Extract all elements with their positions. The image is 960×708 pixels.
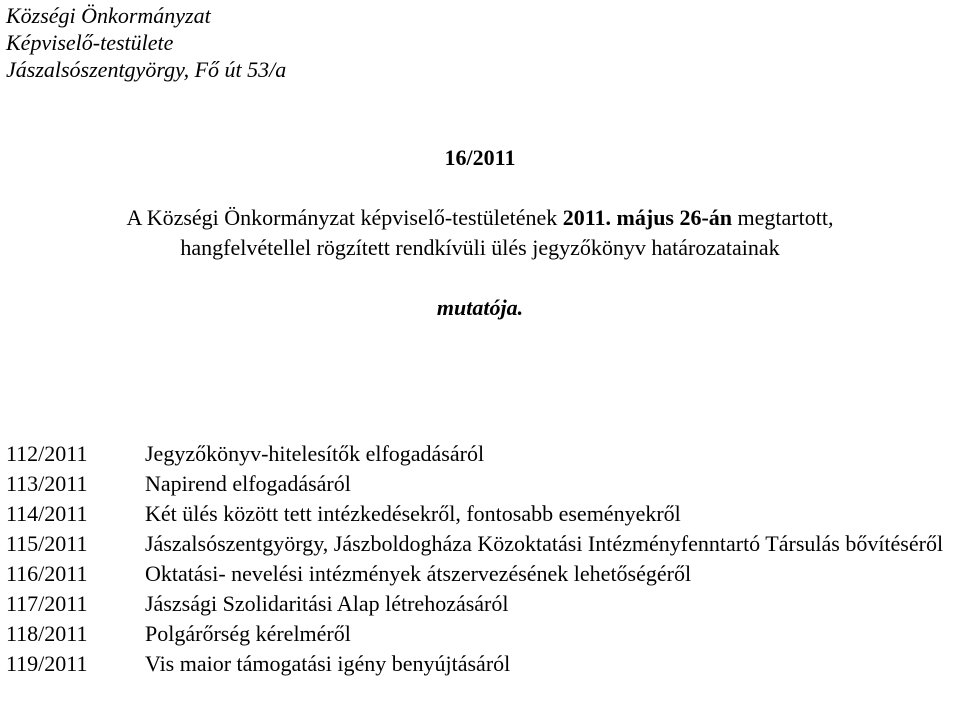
resolution-number: 115/2011 (6, 531, 88, 556)
resolution-number: 118/2011 (6, 621, 88, 646)
header-body: Képviselő-testülete (6, 30, 174, 55)
intro-part-2: megtartott, (732, 205, 834, 230)
index-subtitle: mutatója. (436, 295, 524, 320)
resolution-title: Napirend elfogadásáról (145, 471, 351, 496)
list-item (6, 619, 960, 649)
list-item (6, 529, 960, 559)
resolution-title: Két ülés között tett intézkedésekről, fontosabb eseményekről (145, 501, 681, 526)
resolution-number: 117/2011 (6, 591, 88, 616)
resolution-title: Oktatási- nevelési intézmények átszervezésének lehetőségéről (145, 561, 692, 586)
list-item (6, 559, 960, 589)
header-address: Jászalsószentgyörgy, Fő út 53/a (6, 57, 287, 82)
list-item (6, 649, 960, 679)
list-item (6, 439, 960, 469)
list-item (6, 499, 960, 529)
header-municipality: Községi Önkormányzat (6, 3, 211, 28)
resolution-number: 113/2011 (6, 471, 88, 496)
document-header (6, 2, 286, 83)
resolution-title: Vis maior támogatási igény benyújtásáról (145, 651, 511, 676)
resolution-number: 112/2011 (6, 441, 88, 466)
intro-text (0, 203, 960, 263)
document-number: 16/2011 (444, 145, 516, 170)
resolution-title: Jászsági Szolidaritási Alap létrehozásáról (145, 591, 509, 616)
resolution-title: Polgárőrség kérelméről (145, 621, 351, 646)
resolution-title: Jászalsószentgyörgy, Jászboldogháza Közoktatási Intézményfenntartó Társulás bővítéséről (145, 531, 944, 556)
meeting-date: 2011. május 26-án (562, 205, 733, 230)
list-item (6, 469, 960, 499)
resolution-list (6, 439, 960, 679)
intro-line-1 (0, 203, 960, 233)
resolution-number: 114/2011 (6, 501, 88, 526)
list-item (6, 589, 960, 619)
resolution-number: 116/2011 (6, 561, 88, 586)
resolution-number: 119/2011 (6, 651, 88, 676)
resolution-title: Jegyzőkönyv-hitelesítők elfogadásáról (145, 441, 485, 466)
intro-part-1: A Községi Önkormányzat képviselő-testületének (126, 205, 563, 230)
intro-line-2: hangfelvétellel rögzített rendkívüli ülés jegyzőkönyv határozatainak (180, 235, 780, 260)
